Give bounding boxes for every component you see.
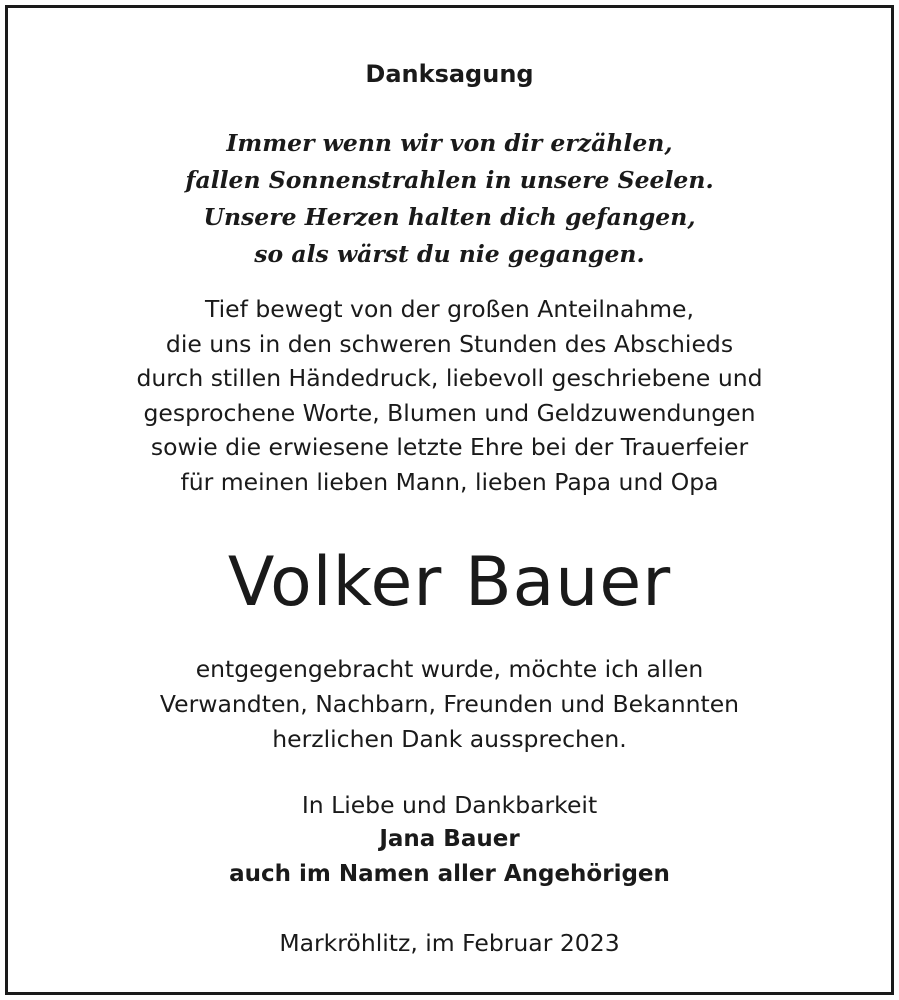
- place-date: Markröhlitz, im Februar 2023: [279, 929, 620, 957]
- body-line: durch stillen Händedruck, liebevoll geschriebene und: [136, 364, 763, 393]
- body-text-2: [8, 652, 891, 757]
- poem-line: Immer wenn wir von dir erzählen,: [226, 129, 673, 157]
- closing-signature: [8, 822, 891, 892]
- body-line: sowie die erwiesene letzte Ehre bei der Trauerfeier: [150, 433, 749, 462]
- deceased-name: Volker Bauer: [227, 543, 672, 622]
- poem-line: fallen Sonnenstrahlen in unsere Seelen.: [185, 166, 714, 194]
- body-line: die uns in den schweren Stunden des Abschieds: [165, 329, 734, 358]
- poem-line: so als wärst du nie gegangen.: [254, 240, 645, 268]
- body-line: entgegengebracht wurde, möchte ich allen: [195, 655, 704, 683]
- notice-heading: Danksagung: [365, 60, 534, 88]
- poem-line: Unsere Herzen halten dich gefangen,: [203, 203, 696, 231]
- body-line: gesprochene Worte, Blumen und Geldzuwendungen: [143, 398, 756, 427]
- body-line: für meinen lieben Mann, lieben Papa und Opa: [180, 467, 719, 496]
- signer-family: auch im Namen aller Angehörigen: [229, 861, 670, 887]
- closing-intro-line: In Liebe und Dankbarkeit: [301, 791, 598, 819]
- body-line: herzlichen Dank aussprechen.: [272, 725, 627, 753]
- closing-intro: [8, 789, 891, 822]
- body-text: [8, 292, 891, 500]
- signer-name: Jana Bauer: [379, 826, 520, 852]
- body-line: Tief bewegt von der großen Anteilnahme,: [205, 295, 694, 323]
- body-line: Verwandten, Nachbarn, Freunden und Bekannten: [159, 690, 740, 718]
- poem: [8, 125, 891, 273]
- notice-frame: [5, 5, 894, 995]
